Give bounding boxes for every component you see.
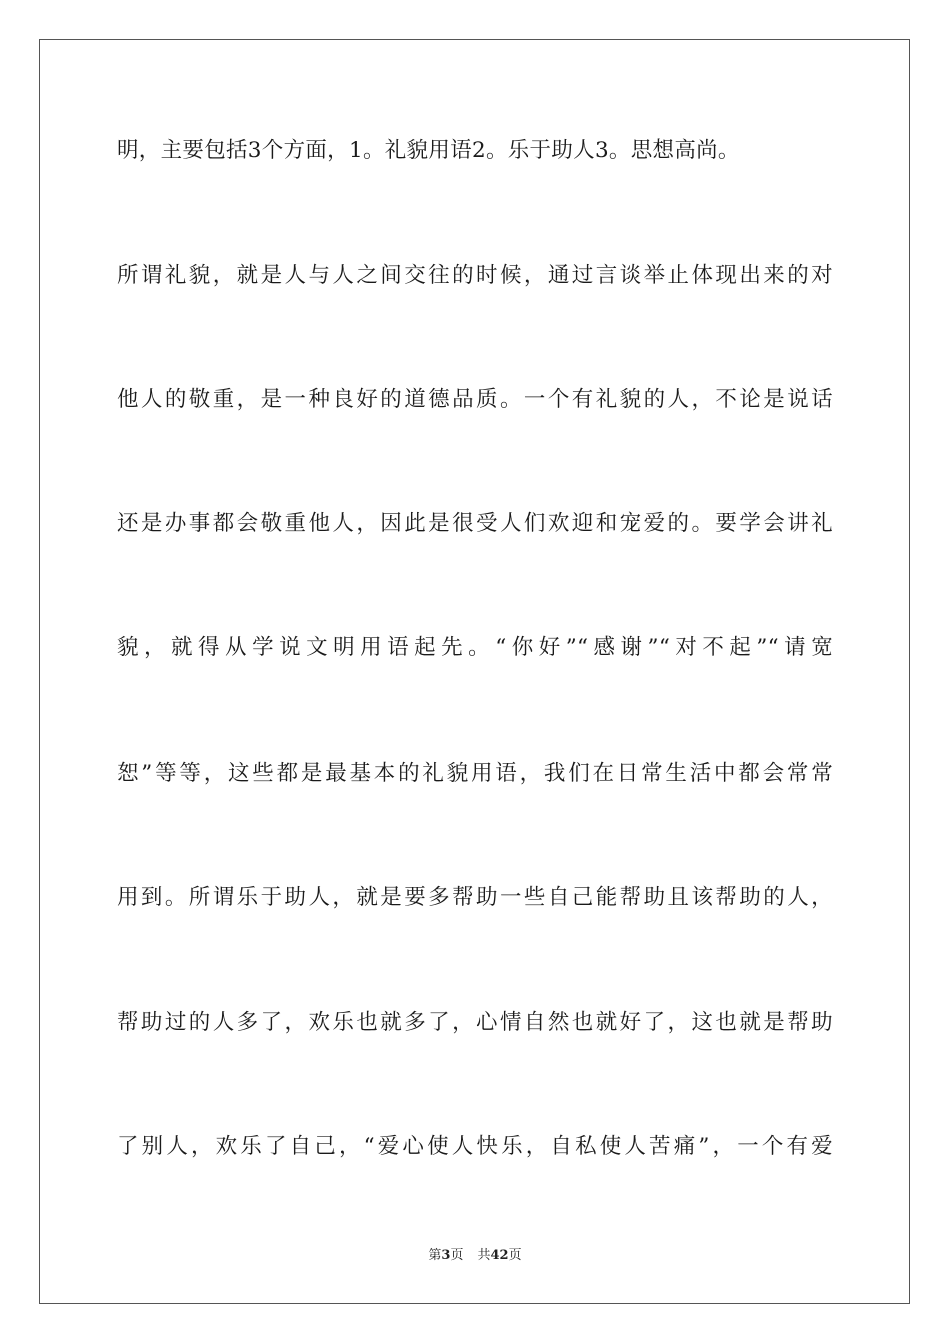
body-text-line-4: 还是办事都会敬重他人，因此是很受人们欢迎和宠爱的。要学会讲礼 (117, 511, 833, 536)
page-border (39, 39, 910, 1304)
body-text-line-9: 了别人，欢乐了自己，“爱心使人快乐，自私使人苦痛”，一个有爱 (117, 1134, 833, 1159)
page-prefix: 第 (428, 1248, 442, 1263)
total-page-count: 42 (490, 1248, 509, 1263)
page-suffix: 页 (450, 1248, 464, 1263)
body-text-line-1: 明，主要包括3个方面，1。礼貌用语2。乐于助人3。思想高尚。 (117, 138, 740, 163)
body-text-line-7: 用到。所谓乐于助人，就是要多帮助一些自己能帮助且该帮助的人， (117, 885, 833, 910)
total-prefix: 共 (477, 1248, 491, 1263)
body-text-line-6: 恕”等等，这些都是最基本的礼貌用语，我们在日常生活中都会常常 (117, 761, 833, 786)
body-text-line-5: 貌，就得从学说文明用语起先。“你好”“感谢”“对不起”“请宽 (117, 635, 833, 660)
body-text-line-3: 他人的敬重，是一种良好的道德品质。一个有礼貌的人，不论是说话 (117, 387, 833, 412)
current-page-number: 3 (441, 1248, 451, 1263)
body-text-line-2: 所谓礼貌，就是人与人之间交往的时候，通过言谈举止体现出来的对 (117, 263, 833, 288)
total-suffix: 页 (508, 1248, 522, 1263)
body-text-line-8: 帮助过的人多了，欢乐也就多了，心情自然也就好了，这也就是帮助 (117, 1010, 833, 1035)
page-footer (0, 1247, 950, 1265)
